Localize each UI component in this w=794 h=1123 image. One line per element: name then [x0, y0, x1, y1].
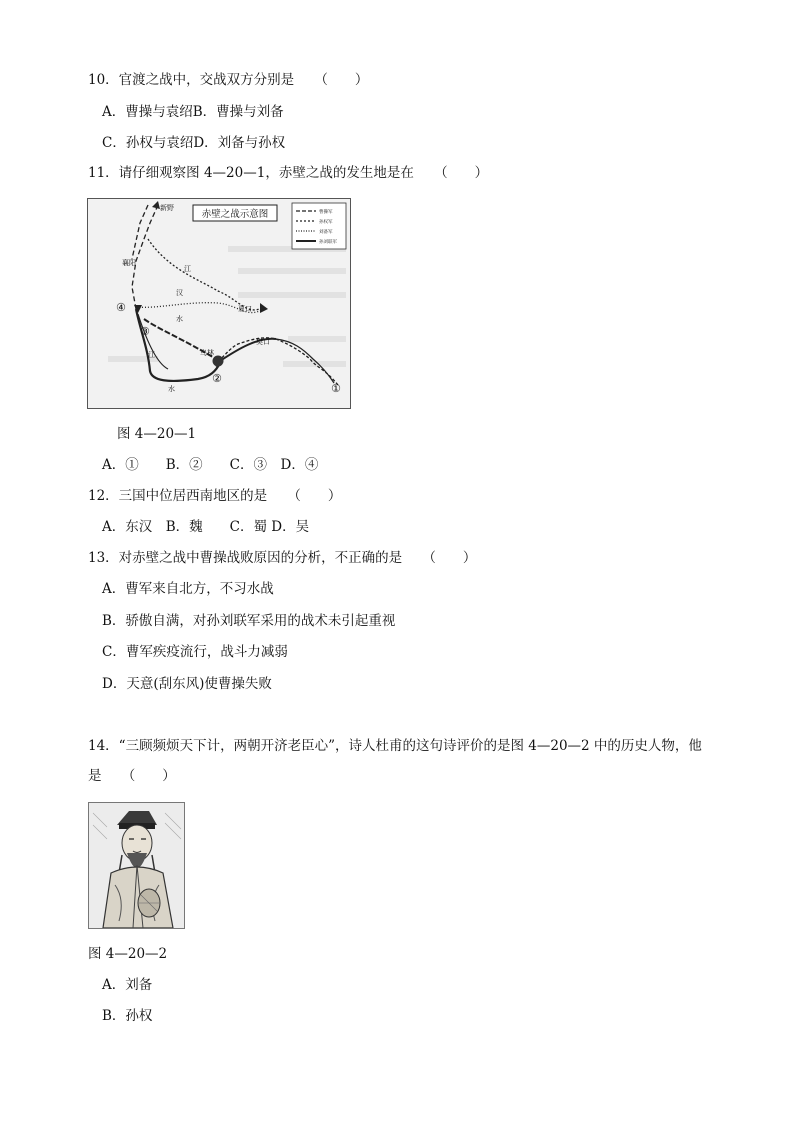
marker-1: ①: [331, 382, 341, 395]
zhuge-liang-portrait: [88, 802, 185, 929]
question-13-option-c: C．曹军疾疫流行，战斗力减弱: [102, 644, 288, 660]
place-han: 汉: [176, 289, 183, 297]
marker-4: ④: [116, 301, 126, 314]
question-13-stem: 13．对赤壁之战中曹操战败原因的分析，不正确的是 （ ）: [88, 550, 477, 566]
place-xiakou: 夏口: [238, 305, 252, 313]
place-shui-upper: 水: [176, 315, 183, 323]
question-14-stem-line2: 是 （ ）: [88, 768, 176, 784]
question-14-stem-line1: 14．“三顾频烦天下计，两朝开济老臣心”，诗人杜甫的这句诗评价的是图 4—20—2 中的历史人物，他: [88, 738, 702, 754]
question-13-option-d: D．天意(刮东风)使曹操失败: [102, 676, 272, 692]
legend-liu-army: 刘备军: [319, 230, 333, 235]
place-jiang: 江: [148, 351, 155, 359]
place-xinye: 新野: [160, 204, 174, 212]
legend-cao-army: 曹操军: [319, 210, 333, 215]
question-11-stem: 11．请仔细观察图 4—20—1，赤壁之战的发生地是在 （ ）: [88, 165, 489, 181]
portrait-drawing: [89, 803, 184, 928]
figure-4-20-1-caption: 图 4—20—1: [117, 426, 197, 442]
map-drawing: [88, 199, 350, 408]
marker-3: ③: [140, 325, 150, 338]
red-cliffs-battle-map: [87, 198, 351, 409]
question-14-option-b: B．孙权: [102, 1008, 153, 1024]
place-jiang-upper: 江: [184, 265, 191, 273]
question-11-options: A．① B．② C．③ D．④: [102, 457, 319, 473]
legend-allied-army: 孙刘联军: [319, 240, 337, 245]
legend-sun-army: 孙权军: [319, 220, 333, 225]
question-10-options-ab: A．曹操与袁绍B．曹操与刘备: [102, 104, 284, 120]
figure-4-20-2-caption: 图 4—20—2: [88, 946, 168, 962]
question-10-stem: 10．官渡之战中，交战双方分别是 （ ）: [88, 72, 369, 88]
marker-2: ②: [212, 372, 222, 385]
map-title: 赤壁之战示意图: [201, 209, 269, 220]
question-12-options: A．东汉 B．魏 C．蜀 D．吴: [102, 519, 310, 535]
question-13-option-a: A．曹军来自北方，不习水战: [102, 581, 274, 597]
question-14-option-a: A．刘备: [102, 977, 153, 993]
place-xiangyang: 襄阳: [122, 259, 136, 267]
question-12-stem: 12．三国中位居西南地区的是 （ ）: [88, 488, 342, 504]
place-shui: 水: [168, 385, 175, 393]
place-wulin: 乌林: [200, 349, 214, 357]
place-fankou: 樊口: [256, 338, 270, 346]
question-13-option-b: B．骄傲自满，对孙刘联军采用的战术未引起重视: [102, 613, 396, 629]
question-10-options-cd: C．孙权与袁绍D．刘备与孙权: [102, 135, 286, 151]
